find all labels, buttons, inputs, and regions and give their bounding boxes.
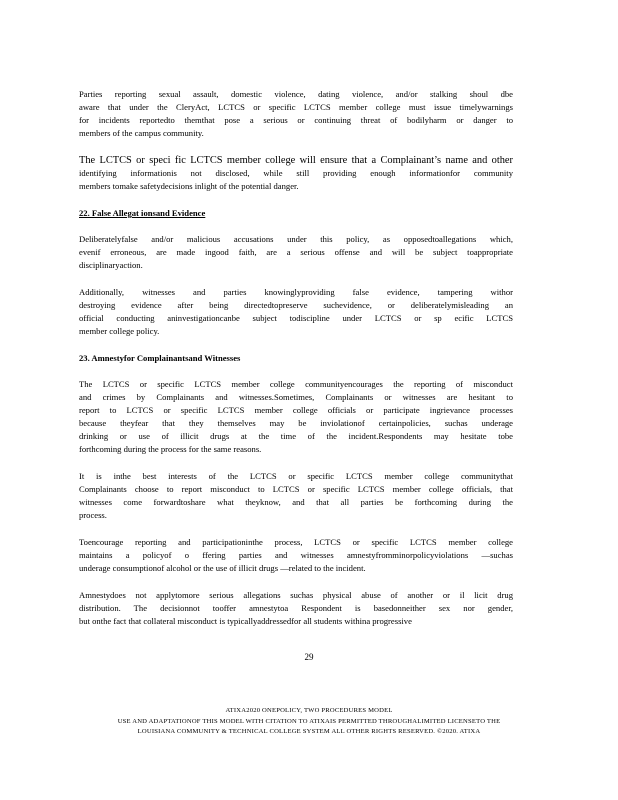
page-footer (70, 706, 548, 738)
paragraph-line: report to LCTCS or specific LCTCS member college officials or participate ingrievance processes (79, 405, 513, 415)
paragraph-line: evenif erroneous, are made ingood faith, are a serious offense and will be subject toappropriate (79, 247, 513, 257)
paragraph-line: identifying informationis not disclosed, while still providing enough informationfor community (79, 168, 513, 178)
body-paragraph (79, 88, 513, 140)
paragraph-line: member college policy. (79, 326, 160, 336)
body-paragraph (79, 233, 513, 272)
paragraph-line: because theyfear that they themselves may be inviolationof certainpolicies, suchas underage (79, 418, 513, 428)
paragraph-line: Amnestydoes not applytomore serious allegations suchas physical abuse of another or il licit drug (79, 590, 513, 600)
paragraph-line: for incidents reportedto themthat pose a serious or continuing threat of bodilyharm or danger to (79, 115, 513, 125)
paragraph-line: Parties reporting sexual assault, domestic violence, dating violence, and/or stalking shoul dbe (79, 89, 513, 99)
paragraph-line: official conducting aninvestigationcanbe subject todiscipline under LCTCS or sp ecific LCTCS (79, 313, 513, 323)
paragraph-line: drinking or use of illicit drugs at the time of the incident.Respondents may hesitate tobe (79, 431, 513, 441)
paragraph-line: members tomake safetydecisions inlight of the potential danger. (79, 181, 299, 191)
paragraph-line: disciplinaryaction. (79, 260, 143, 270)
paragraph-line: underage consumptionof alcohol or the use of illicit drugs —related to the incident. (79, 563, 366, 573)
body-paragraph (79, 154, 513, 193)
footer-line-2: USE AND ADAPTATIONOF THIS MODEL WITH CITATION TO ATIXAIS PERMITTED THROUGHALIMITED LICENSETO THE (117, 717, 501, 725)
paragraph-line: Complainants choose to report misconduct to LCTCS or specific LCTCS member college officials, that (79, 484, 513, 494)
paragraph-line: Deliberatelyfalse and/or malicious accusations under this policy, as opposedtoallegations which, (79, 234, 513, 244)
paragraph-line: destroying evidence after being directedtopreserve suchevidence, or deliberatelymisleading an (79, 300, 513, 310)
paragraph-line: The LCTCS or speci fic LCTCS member college will ensure that a Complainant’s name and other (79, 155, 513, 166)
paragraph-line: maintains a policyof o ffering parties and witnesses amnestyfromminorpolicyviolations —suchas (79, 550, 513, 560)
section-heading-text: 22. False Allegat ionsand Evidence (79, 208, 206, 218)
paragraph-line: Toencourage reporting and participationinthe process, LCTCS or specific LCTCS member college (79, 537, 513, 547)
body-paragraph (79, 470, 513, 522)
section-heading-text: 23. Amnestyfor Complainantsand Witnesses (79, 353, 241, 363)
footer-line-3: LOUISIANA COMMUNITY & TECHNICAL COLLEGE SYSTEM ALL OTHER RIGHTS RESERVED. ©2020. ATIXA (137, 728, 481, 735)
paragraph-line: but onthe fact that collateral misconduct is typicallyaddressedfor all students withina progressive (79, 616, 412, 626)
page-body (79, 88, 513, 642)
body-paragraph (79, 378, 513, 456)
paragraph-line: forthcoming during the process for the same reasons. (79, 444, 262, 454)
paragraph-line: members of the campus community. (79, 128, 204, 138)
footer-line-1: ATIXA2020 ONEPOLICY, TWO PROCEDURES MODEL (225, 707, 393, 714)
paragraph-line: process. (79, 510, 107, 520)
paragraph-line: distribution. The decisionnot tooffer amnestytoa Respondent is basedonneither sex nor gender, (79, 603, 513, 613)
section-heading (79, 352, 513, 365)
paragraph-line: witnesses come forwardtoshare what theyknow, and that all parties be forthcoming during the (79, 497, 513, 507)
section-heading (79, 207, 513, 220)
paragraph-line: The LCTCS or specific LCTCS member college communityencourages the reporting of misconduct (79, 379, 513, 389)
body-paragraph (79, 589, 513, 628)
paragraph-line: It is inthe best interests of the LCTCS or specific LCTCS member college communitythat (79, 471, 513, 481)
body-paragraph (79, 286, 513, 338)
body-paragraph (79, 536, 513, 575)
paragraph-line: Additionally, witnesses and parties knowinglyproviding false evidence, tampering withor (79, 287, 513, 297)
paragraph-line: and crimes by Complainants and witnesses.Sometimes, Complainants or witnesses are hesitant to (79, 392, 513, 402)
page-number: 29 (304, 652, 314, 662)
paragraph-line: aware that under the CleryAct, LCTCS or specific LCTCS member college must issue timelywarnings (79, 102, 513, 112)
